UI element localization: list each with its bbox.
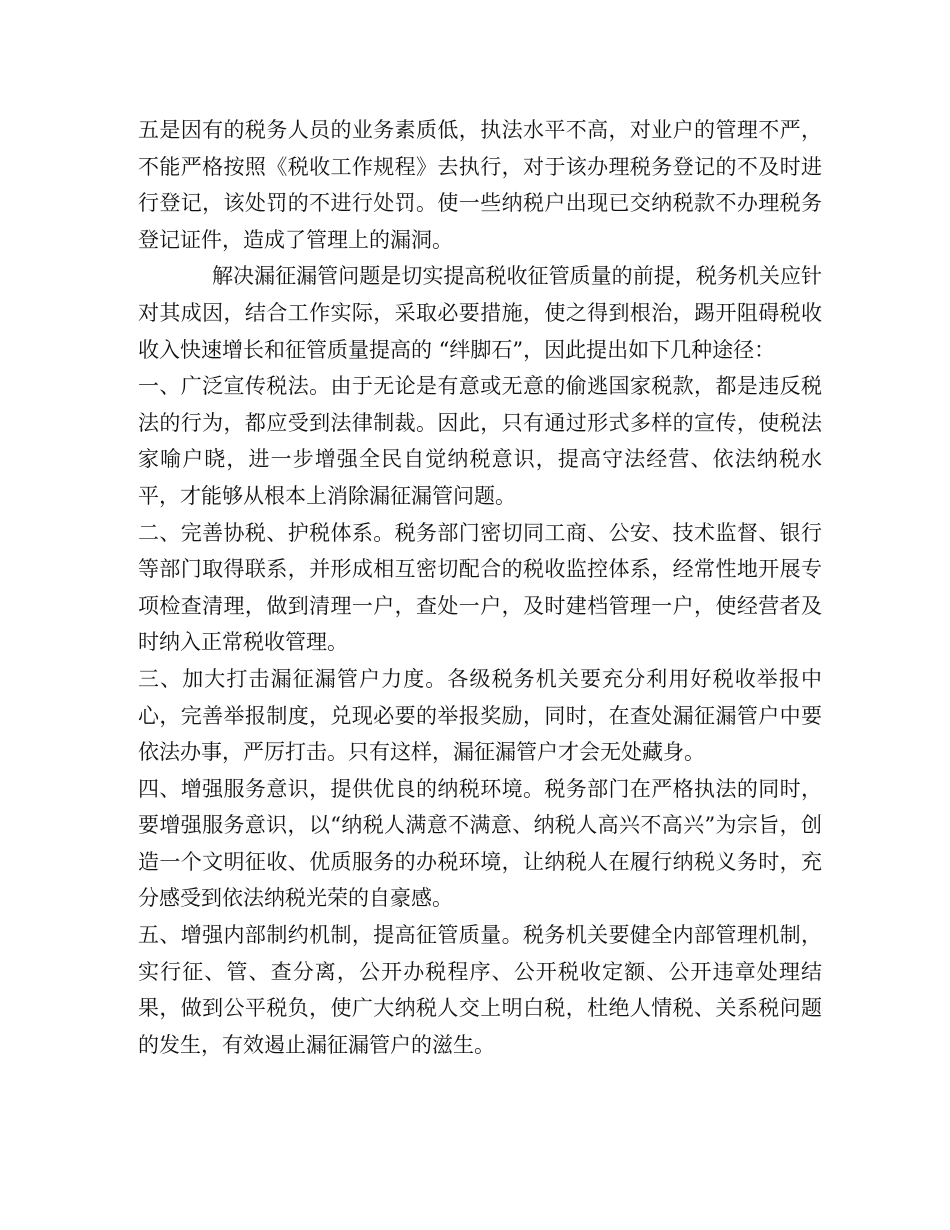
paragraph-measure-one: 一、广泛宣传税法。由于无论是有意或无意的偷逃国家税款，都是违反税法的行为，都应受到法律制裁。因此，只有通过形式多样的宣传，使税法家喻户晓，进一步增强全民自觉纳税意识，提高守法经营、依法纳税水平，才能够从根本上消除漏征漏管问题。 (138, 374, 822, 508)
paragraph-cause-five: 五是因有的税务人员的业务素质低，执法水平不高，对业户的管理不严，不能严格按照《税收工作规程》去执行，对于该办理税务登记的不及时进行登记，该处罚的不进行处罚。使一些纳税户出现已交纳税款不办理税务登记证件，造成了管理上的漏洞。 (138, 118, 822, 252)
paragraph-measure-three: 三、加大打击漏征漏管户力度。各级税务机关要充分利用好税收举报中心，完善举报制度，兑现必要的举报奖励，同时，在查处漏征漏管户中要依法办事，严厉打击。只有这样，漏征漏管户才会无处藏身。 (138, 666, 822, 765)
paragraph-solution-intro: 解决漏征漏管问题是切实提高税收征管质量的前提，税务机关应针对其成因，结合工作实际，采取必要措施，使之得到根治，踢开阻碍税收收入快速增长和征管质量提高的 “绊脚石”，因此提出如下几种途径： (138, 264, 822, 362)
paragraph-measure-two: 二、完善协税、护税体系。税务部门密切同工商、公安、技术监督、银行等部门取得联系，并形成相互密切配合的税收监控体系，经常性地开展专项检查清理，做到清理一户，查处一户，及时建档管理一户，使经营者及时纳入正常税收管理。 (138, 520, 822, 655)
document-body (138, 112, 822, 1063)
paragraph-measure-five: 五、增强内部制约机制，提高征管质量。税务机关要健全内部管理机制，实行征、管、查分离，公开办税程序、公开税收定额、公开违章处理结果，做到公平税负，使广大纳税人交上明白税，杜绝人情税、关系税问题的发生，有效遏止漏征漏管户的滋生。 (138, 923, 822, 1057)
paragraph-measure-four: 四、增强服务意识，提供优良的纳税环境。税务部门在严格执法的同时，要增强服务意识，以“纳税人满意不满意、纳税人高兴不高兴”为宗旨，创造一个文明征收、优质服务的办税环境，让纳税人在履行纳税义务时，充分感受到依法纳税光荣的自豪感。 (138, 776, 822, 911)
